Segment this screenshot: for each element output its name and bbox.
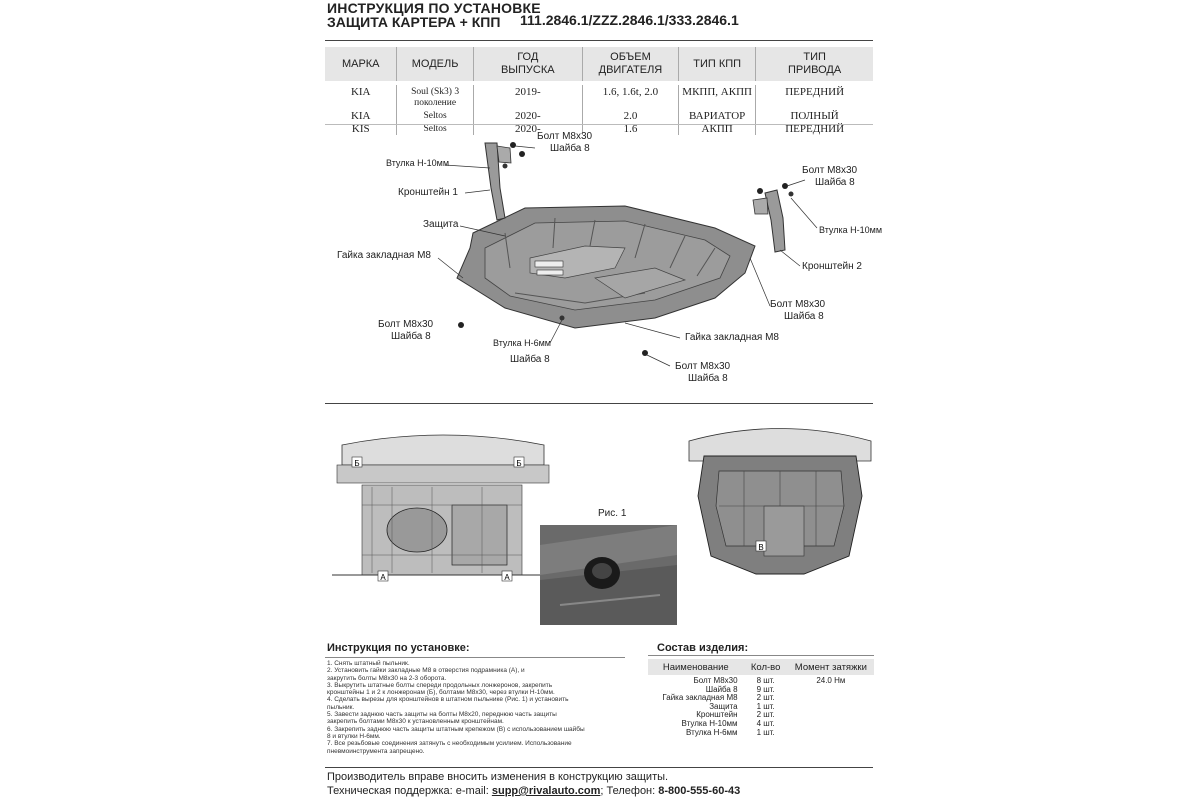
spec-table-header [325, 47, 873, 81]
cell-model: Seltos [397, 122, 473, 135]
col-header-gearbox: ТИП КПП [679, 47, 756, 81]
doc-title-line2: ЗАЩИТА КАРТЕРА + КПП [327, 14, 501, 30]
instruction-line: 6. Закрепить заднюю часть защиты штатным крепежом (В) с использованием шайбы [327, 725, 585, 733]
instruction-line: пыльник. [327, 703, 355, 711]
label-nut: Гайка закладная М8 [337, 250, 431, 261]
label-bolt: Болт М8х30 [770, 299, 826, 310]
cell-name: Шайба 8 [705, 684, 738, 694]
composition-header [648, 659, 874, 675]
cell-year: 2020- [473, 109, 582, 122]
label-bushing: Втулка Н-10мм [386, 158, 450, 168]
bracket-2-drawing [753, 183, 794, 252]
instructions-list [327, 660, 592, 755]
cell-model: Seltos [397, 109, 473, 122]
footer-support [327, 785, 740, 797]
cell-torque [788, 711, 874, 720]
label-bracket-2: Кронштейн 2 [802, 261, 862, 272]
cell-qty: 8 шт. [756, 676, 775, 685]
support-phone[interactable]: 8-800-555-60-43 [658, 785, 741, 797]
label-bushing: Втулка Н-6мм [493, 338, 551, 348]
cell-qty: 1 шт. [756, 701, 775, 711]
doc-title-line1: ИНСТРУКЦИЯ ПО УСТАНОВКЕ [327, 0, 541, 16]
assembly-diagram [325, 128, 875, 400]
col-header-brand: МАРКА [325, 47, 397, 81]
cell-qty: 2 шт. [756, 710, 775, 720]
guard-plate-drawing [457, 206, 755, 328]
diagram-divider [325, 403, 873, 404]
instruction-line: 3. Выкрутить штатные болты спереди продольных лонжеронов, закрепить [327, 681, 553, 689]
instructions-title: Инструкция по установке: [327, 642, 470, 654]
cell-name: Гайка закладная М8 [662, 693, 738, 703]
col-header-torque: Момент затяжки [788, 659, 874, 675]
figure-caption: Рис. 1 [598, 508, 627, 519]
col-header-name: Наименование [648, 659, 744, 675]
footer-divider [325, 767, 873, 768]
label-washer: Шайба 8 [391, 331, 431, 342]
instruction-line: 7. Все резьбовые соединения затянуть с необходимым усилием. Использование [327, 740, 572, 748]
spec-row [325, 109, 873, 122]
marker-b: Б [516, 459, 522, 468]
cell-gearbox: АКПП [679, 122, 756, 135]
label-washer: Шайба 8 [550, 143, 590, 154]
bushing-icon [560, 316, 565, 321]
article-codes: 111.2846.1/ZZZ.2846.1/333.2846.1 [520, 12, 739, 28]
label-bushing: Втулка Н-10мм [819, 225, 883, 235]
support-email-link[interactable]: supp@rivalauto.com [491, 785, 601, 797]
cell-qty: 2 шт. [756, 693, 775, 703]
cell-gearbox: МКПП, АКПП [679, 85, 756, 109]
instruction-line: 2. Установить гайки закладные М8 в отверстия подрамника (А), и [327, 667, 525, 675]
cell-brand: KIA [350, 86, 371, 98]
label-nut: Гайка закладная М8 [685, 332, 779, 343]
marker-b: Б [354, 459, 360, 468]
cutout-photo [540, 525, 677, 625]
table-bottom-divider [325, 124, 873, 125]
vehicle-spec-table [325, 47, 873, 135]
label-bolt: Болт М8х30 [802, 165, 858, 176]
cell-torque [788, 686, 874, 695]
cell-torque: 24.0 Нм [816, 676, 846, 685]
label-washer: Шайба 8 [815, 177, 855, 188]
instruction-line: кронштейны 1 и 2 к лонжеронам (Б), болтами М8х30, через втулки Н-10мм. [327, 689, 555, 697]
cell-year: 2019- [473, 85, 582, 109]
label-washer: Шайба 8 [784, 311, 824, 322]
phone-label: ; Телефон: [600, 785, 656, 797]
footer-disclaimer: Производитель вправе вносить изменения в конструкцию защиты. [327, 771, 669, 783]
marker-v: В [758, 543, 764, 552]
spec-row [325, 85, 873, 109]
cell-engine: 1.6 [582, 122, 678, 135]
composition-row [648, 729, 874, 738]
cell-name: Кронштейн [696, 710, 738, 720]
instruction-line: 8 и втулки Н-6мм. [327, 732, 381, 740]
cell-qty: 1 шт. [756, 727, 775, 737]
label-bolt: Болт М8х30 [675, 361, 731, 372]
composition-title: Состав изделия: [657, 642, 749, 654]
cell-name: Втулка Н-6мм [686, 727, 738, 737]
marker-a: А [504, 573, 510, 582]
col-header-engine: ОБЪЕМ ДВИГАТЕЛЯ [582, 47, 678, 81]
instruction-line: 4. Сделать вырезы для кронштейнов в штатном пыльнике (Рис. 1) и установить [327, 696, 569, 704]
cell-torque [788, 694, 874, 703]
cell-brand: KIS [351, 123, 370, 135]
composition-table [648, 659, 874, 737]
cell-name: Защита [709, 701, 738, 711]
cell-drive: ПЕРЕДНИЙ [756, 122, 873, 135]
col-header-model: МОДЕЛЬ [397, 47, 473, 81]
underside-after-photo [684, 416, 876, 581]
composition-divider [648, 655, 874, 656]
label-bolt: Болт М8х30 [378, 319, 434, 330]
marker-a: А [380, 573, 386, 582]
cell-model: Soul (Sk3) 3 поколение [397, 85, 473, 109]
instruction-line: 5. Завести заднюю часть защиты на болты М8х20, переднюю часть защиты [327, 711, 557, 719]
instruction-line: закрутить болты М8х30 на 2-3 оборота. [327, 674, 447, 682]
col-header-year: ГОД ВЫПУСКА [473, 47, 582, 81]
cell-torque [788, 729, 874, 738]
instruction-line: закрепить болтами М8х30 к установленным кронштейнам. [327, 718, 504, 726]
col-header-qty: Кол-во [744, 659, 788, 675]
bolt-icon [458, 322, 464, 328]
cell-drive: ПОЛНЫЙ [756, 109, 873, 122]
cell-engine: 1.6, 1.6t, 2.0 [582, 85, 678, 109]
cell-brand: KIA [350, 110, 371, 122]
cell-name: Втулка Н-10мм [681, 718, 738, 728]
cell-qty: 4 шт. [756, 718, 775, 728]
instruction-line: пневмоинструмента запрещено. [327, 747, 425, 755]
header-divider [325, 40, 873, 41]
cell-engine: 2.0 [582, 109, 678, 122]
cell-name: Болт М8х30 [693, 676, 738, 685]
support-label: Техническая поддержка: e-mail: [327, 785, 489, 797]
col-header-drive: ТИП ПРИВОДА [756, 47, 873, 81]
cell-drive: ПЕРЕДНИЙ [756, 85, 873, 109]
label-washer: Шайба 8 [510, 354, 550, 365]
cell-gearbox: ВАРИАТОР [679, 109, 756, 122]
label-bolt: Болт М8х30 [537, 131, 593, 142]
instructions-divider [325, 657, 625, 658]
cell-qty: 9 шт. [756, 684, 775, 694]
cell-torque [788, 703, 874, 712]
label-washer: Шайба 8 [688, 373, 728, 384]
bracket-1-drawing [485, 142, 525, 220]
label-guard: Защита [423, 219, 459, 230]
label-bracket-1: Кронштейн 1 [398, 187, 458, 198]
cell-torque [788, 720, 874, 729]
instruction-line: 1. Снять штатный пыльник. [327, 660, 410, 667]
cell-year: 2020- [473, 122, 582, 135]
underside-before-photo [332, 425, 554, 600]
